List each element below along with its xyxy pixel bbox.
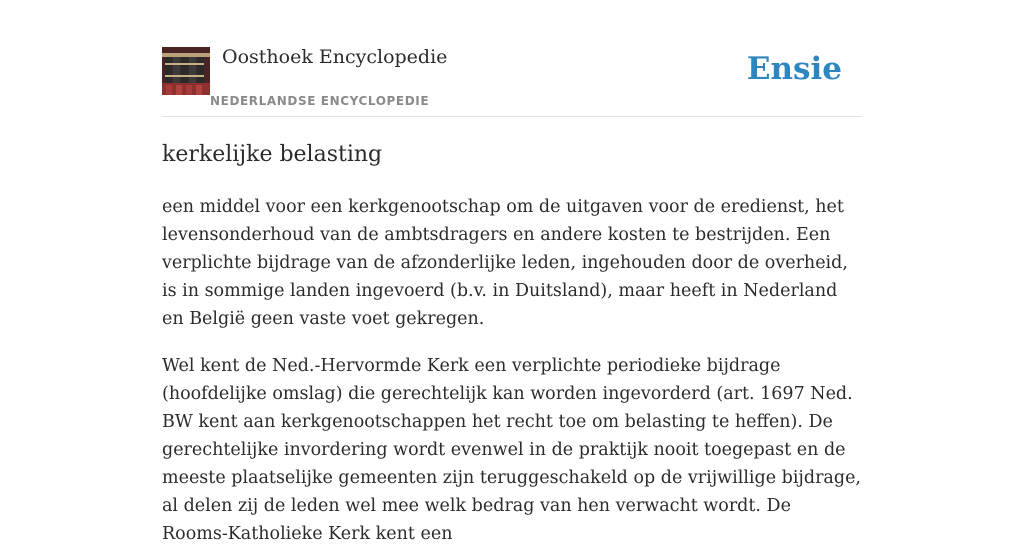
- publication-tagline: NEDERLANDSE ENCYCLOPEDIE: [210, 94, 430, 108]
- article: [162, 140, 862, 548]
- site-header: [162, 0, 862, 117]
- article-title: kerkelijke belasting: [162, 142, 383, 167]
- publication-avatar[interactable]: [162, 47, 210, 95]
- publication-name[interactable]: Oosthoek Encyclopedie: [222, 46, 448, 68]
- article-paragraph-1: een middel voor een kerkgenootschap om de uitgaven voor de eredienst, het levensonderhoud van de ambtsdragers en andere kosten te bestrijden. Een verplichte bijdrage van de afzonderlijke leden, ingehouden door de overheid, is in sommige landen ingevoerd (b.v. in Duitsland), maar heeft in Nederland en België geen vaste voet gekregen.: [162, 197, 848, 329]
- brand-logo[interactable]: Ensie: [746, 51, 842, 87]
- article-paragraph-2: Wel kent de Ned.-Hervormde Kerk een verplichte periodieke bijdrage (hoofdelijke omslag) die gerechtelijk kan worden ingevorderd (art. 1697 Ned. BW kent aan kerkgenootschappen het recht toe om belasting te heffen). De gerechtelijke invordering wordt evenwel in de praktijk nooit toegepast en de meeste plaatselijke gemeenten zijn teruggeschakeld op de vrijwillige bijdrage, al delen zij de leden wel mee welk bedrag van hen verwacht wordt. De Rooms-Katholieke Kerk kent een: [162, 356, 861, 544]
- bookshelf-icon: [162, 47, 210, 95]
